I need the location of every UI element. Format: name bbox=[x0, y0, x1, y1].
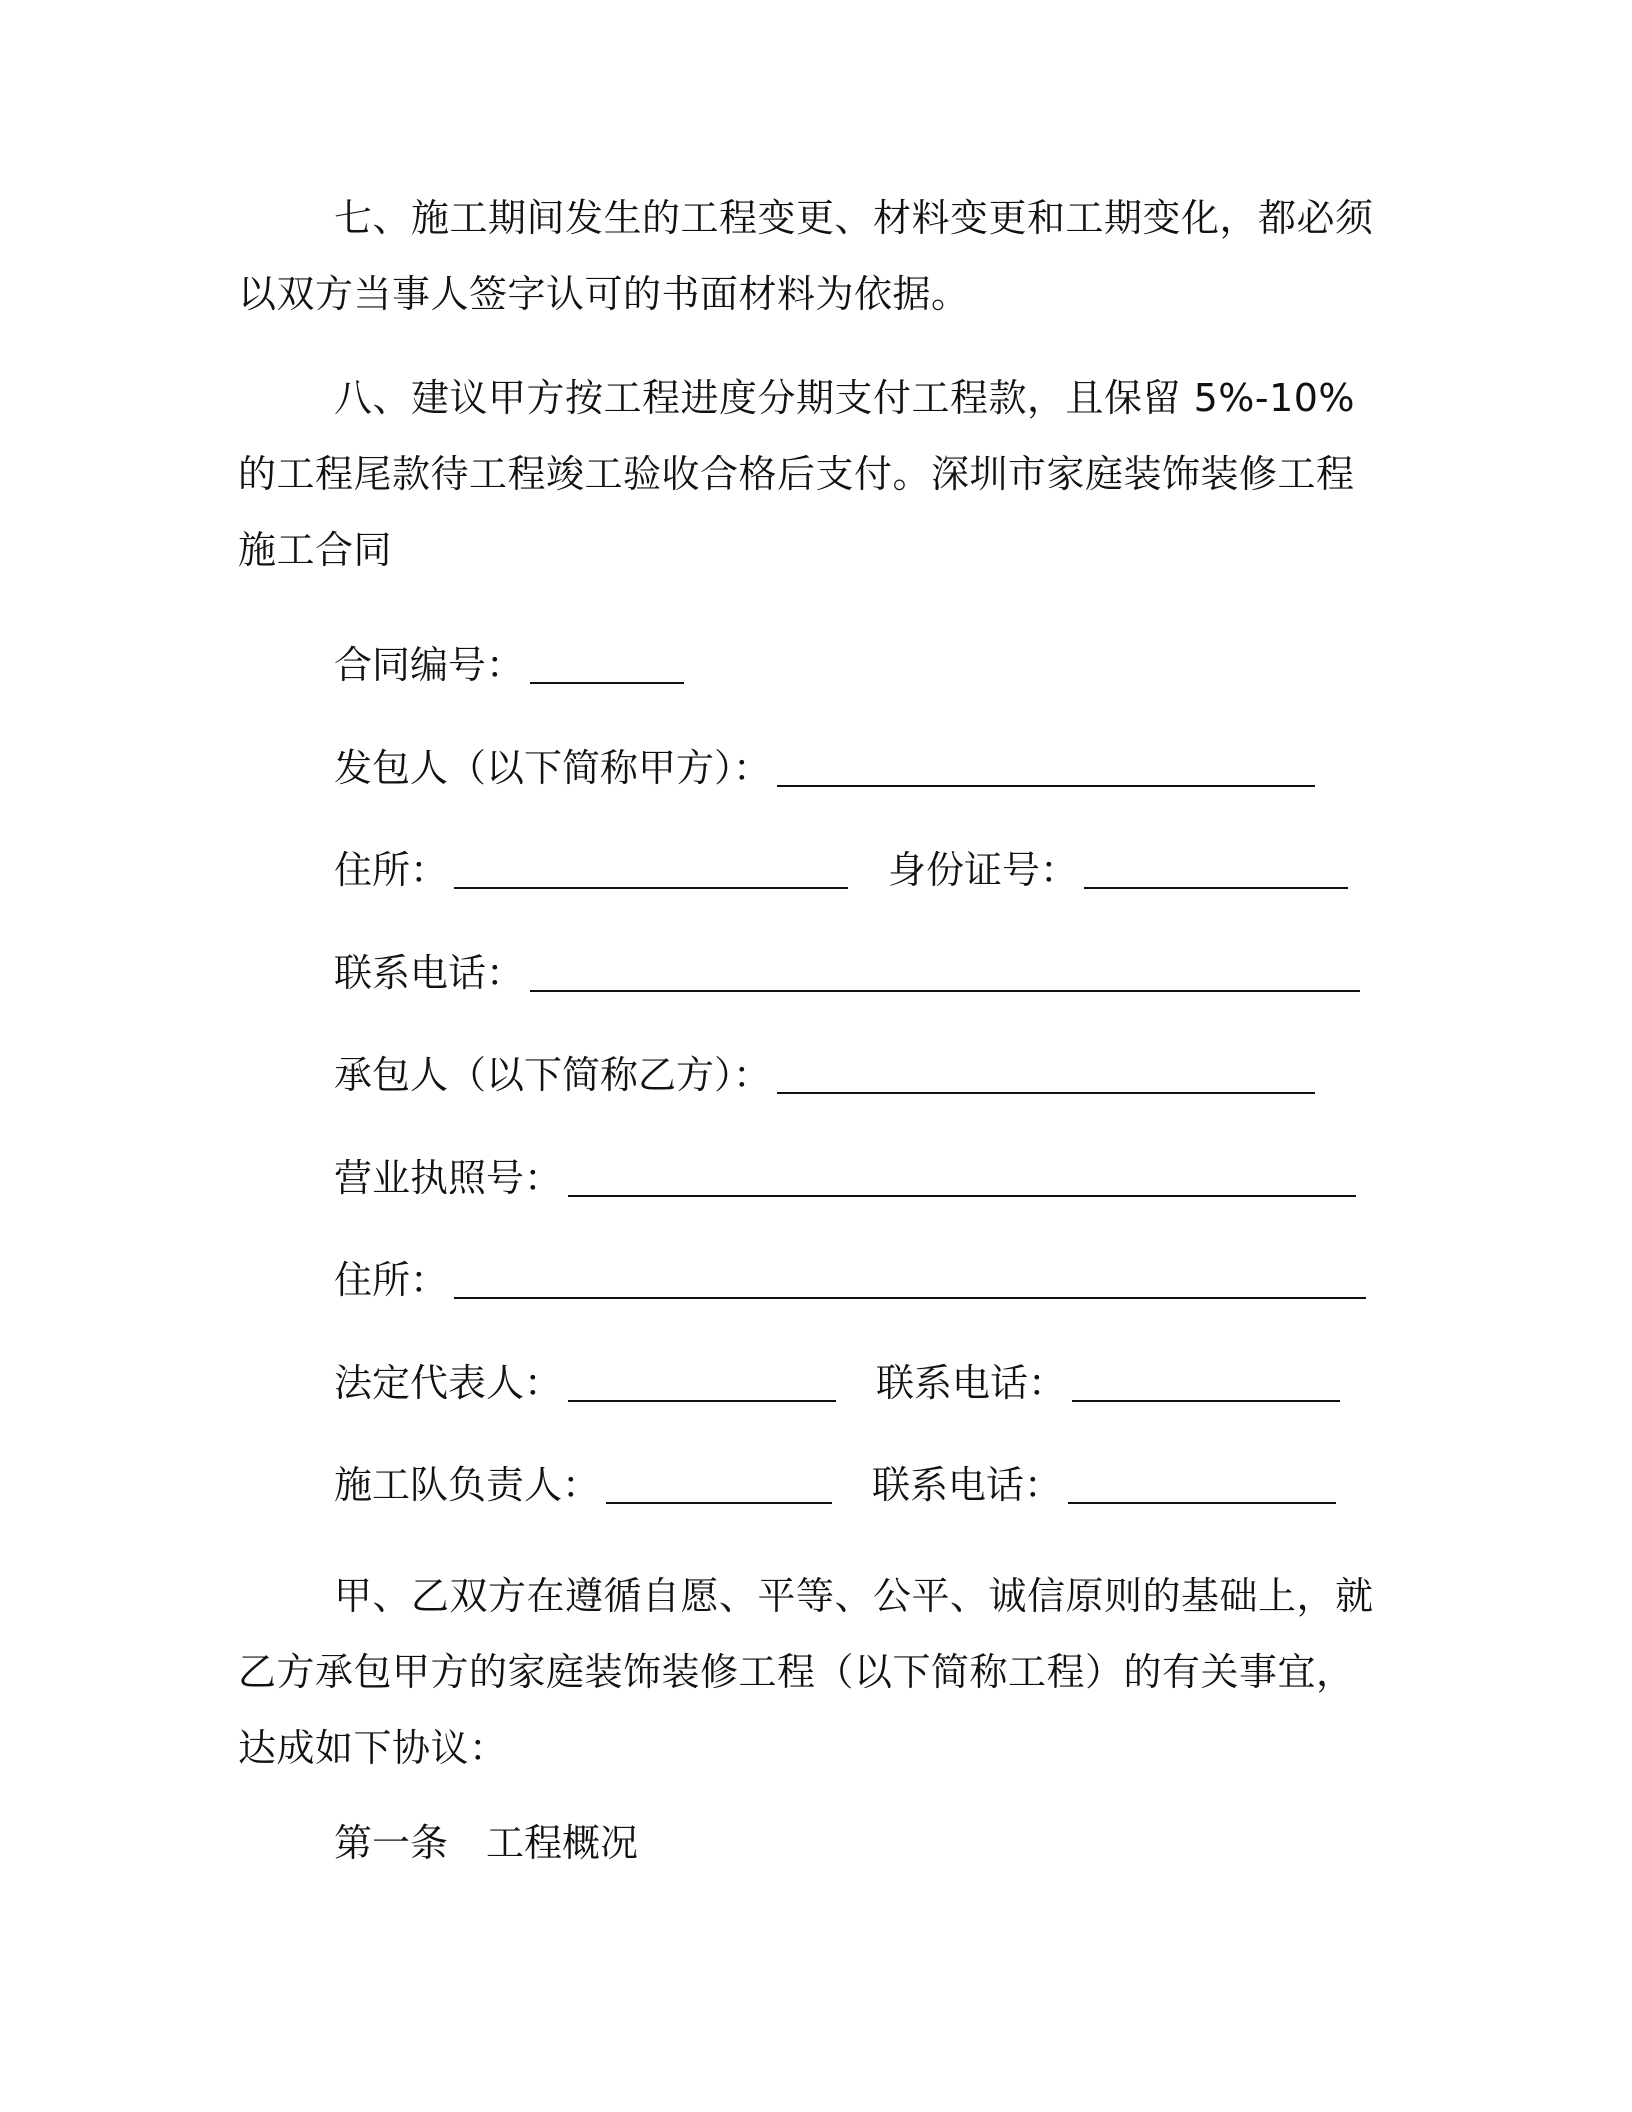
team-leader-field bbox=[334, 1460, 1336, 1510]
clause-8-paragraph: 八、建议甲方按工程进度分期支付工程款，且保留 5%-10%的工程尾款待工程竣工验收合格后支付。深圳市家庭装饰装修工程施工合同 bbox=[238, 376, 1356, 572]
id-number-label: 身份证号： bbox=[888, 848, 1079, 892]
team-leader-blank bbox=[606, 1466, 832, 1504]
agreement-paragraph: 甲、乙双方在遵循自愿、平等、公平、诚信原则的基础上，就乙方承包甲方的家庭装饰装修工程（以下简称工程）的有关事宜，达成如下协议： bbox=[238, 1574, 1374, 1770]
team-leader-phone-blank bbox=[1068, 1466, 1336, 1504]
employer-phone-field bbox=[334, 948, 1360, 998]
legal-representative-phone-label: 联系电话： bbox=[876, 1361, 1067, 1405]
article-1-heading: 第一条 工程概况 bbox=[334, 1821, 639, 1865]
contractor-address-label: 住所： bbox=[334, 1258, 449, 1302]
legal-representative-phone-blank bbox=[1072, 1364, 1340, 1402]
contractor-address-field bbox=[334, 1255, 1366, 1305]
legal-representative-blank bbox=[568, 1364, 836, 1402]
employer-address-blank bbox=[454, 851, 848, 889]
legal-representative-label: 法定代表人： bbox=[334, 1361, 563, 1405]
employer-label: 发包人（以下简称甲方）： bbox=[334, 746, 772, 790]
contract-number-label: 合同编号： bbox=[334, 643, 525, 687]
business-license-label: 营业执照号： bbox=[334, 1156, 563, 1200]
employer-phone-blank bbox=[530, 954, 1360, 992]
id-number-blank bbox=[1084, 851, 1348, 889]
contractor-blank bbox=[777, 1056, 1315, 1094]
employer-phone-label: 联系电话： bbox=[334, 951, 525, 995]
employer-field bbox=[334, 743, 1315, 793]
employer-blank bbox=[777, 749, 1315, 787]
team-leader-label: 施工队负责人： bbox=[334, 1463, 601, 1507]
clause-7-paragraph: 七、施工期间发生的工程变更、材料变更和工期变化，都必须以双方当事人签字认可的书面材料为依据。 bbox=[238, 196, 1374, 316]
employer-address-label: 住所： bbox=[334, 848, 449, 892]
legal-representative-field bbox=[334, 1358, 1340, 1408]
contractor-field bbox=[334, 1050, 1315, 1100]
business-license-blank bbox=[568, 1159, 1356, 1197]
contractor-label: 承包人（以下简称乙方）： bbox=[334, 1053, 772, 1097]
team-leader-phone-label: 联系电话： bbox=[872, 1463, 1063, 1507]
contractor-address-blank bbox=[454, 1261, 1366, 1299]
contract-number-field bbox=[334, 640, 684, 690]
contract-number-blank bbox=[530, 646, 684, 684]
business-license-field bbox=[334, 1153, 1356, 1203]
employer-address-field bbox=[334, 845, 1348, 895]
